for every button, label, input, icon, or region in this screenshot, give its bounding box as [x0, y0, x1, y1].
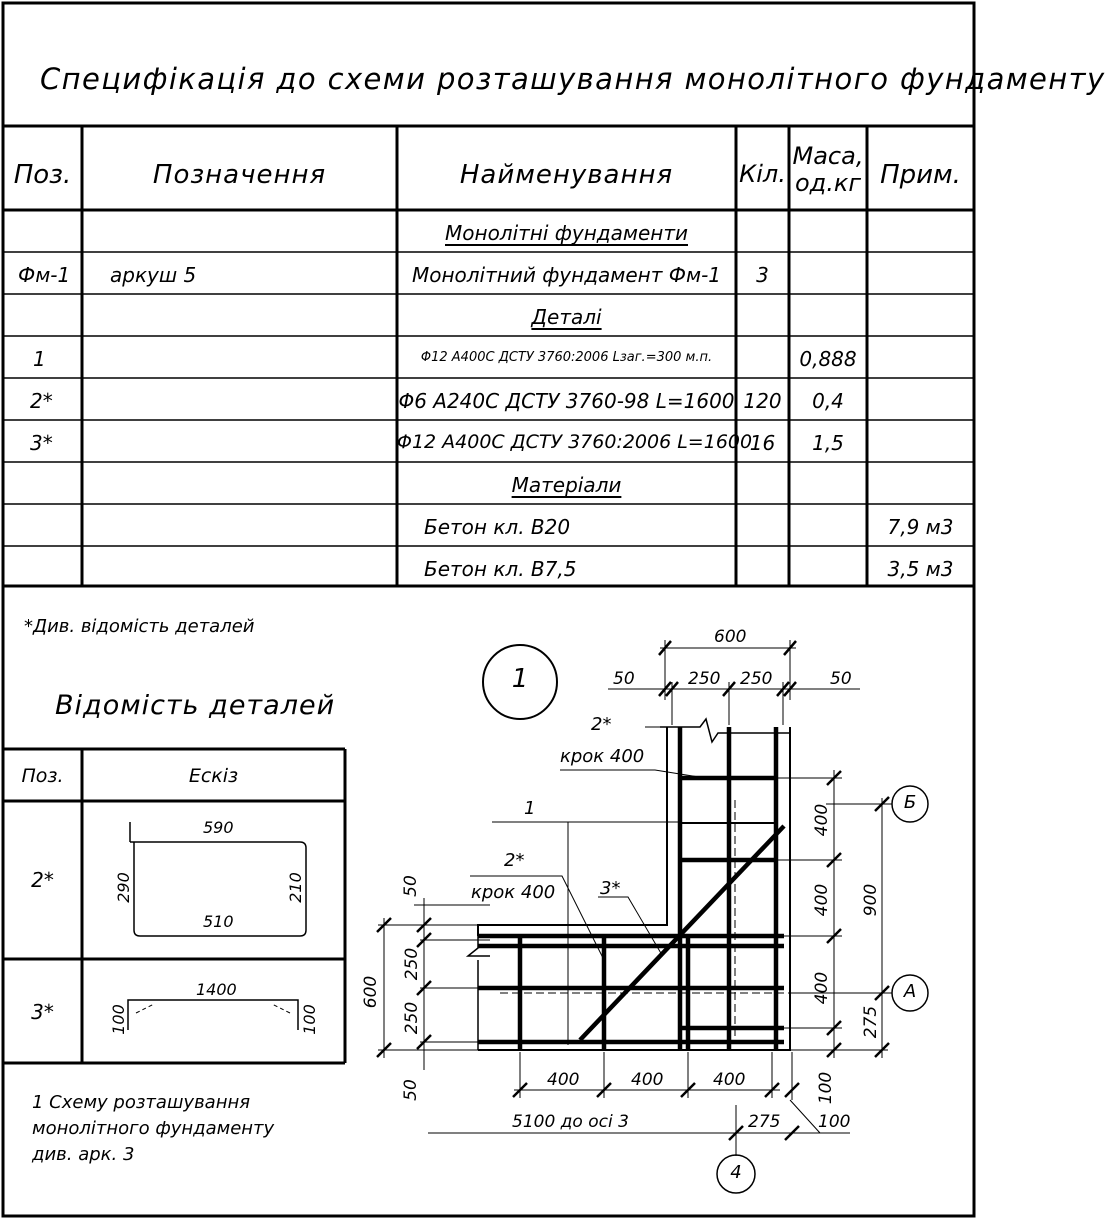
dim-bottom-100a: 100 [816, 1071, 837, 1105]
label-step-a: крок 400 [560, 746, 645, 767]
dim-bottom-100b: 100 [818, 1112, 851, 1132]
note-line2: монолітного фундаменту [32, 1118, 275, 1139]
section-monolithic: Монолітні фундаменти [445, 221, 688, 245]
dim-top-250b: 250 [740, 669, 773, 689]
dim-left-50a: 50 [400, 875, 421, 897]
row-concrete-b20-note: 7,9 м3 [887, 515, 954, 539]
dim-right-400c: 400 [812, 971, 833, 1005]
dim-right-900: 900 [861, 883, 882, 917]
header-note: Прим. [880, 160, 961, 190]
row-3-qty: 16 [749, 431, 776, 455]
axis-a: А [903, 981, 917, 1002]
dim-right-400a: 400 [812, 803, 833, 837]
dim-right-400b: 400 [812, 883, 833, 917]
sketch1-left-dim: 290 [113, 872, 133, 903]
footnote: *Див. відомість деталей [24, 616, 255, 637]
dim-left-250a: 250 [402, 947, 423, 981]
label-2-star-a: 2* [591, 714, 612, 735]
spec-title: Специфікація до схеми розташування монолітного фундаменту [40, 62, 1106, 96]
header-mass-line2: од.кг [794, 169, 861, 197]
row-fm1-pos: Фм-1 [18, 263, 71, 287]
note-line1: 1 Схему розташування [32, 1092, 251, 1113]
dim-top-total: 600 [714, 627, 747, 647]
dim-top-50b: 50 [830, 669, 852, 689]
header-name: Найменування [459, 160, 674, 190]
row-concrete-b20-name: Бетон кл. В20 [424, 515, 571, 539]
dim-top-50a: 50 [613, 669, 635, 689]
section-details: Деталі [531, 305, 602, 329]
row-1-name: Φ12 А400С ДСТУ 3760:2006 Lзаг.=300 м.п. [420, 350, 713, 365]
dim-bottom-400c: 400 [713, 1070, 746, 1090]
sketch2-left-dim: 100 [108, 1004, 128, 1035]
row-3-name: Φ12 А400С ДСТУ 3760:2006 L=1600 [397, 431, 753, 453]
dim-left-250b: 250 [402, 1001, 423, 1035]
sketch1-top-dim: 590 [203, 818, 234, 837]
header-mass-line1: Маса, [792, 142, 864, 170]
details-header-pos: Поз. [21, 765, 64, 787]
row-fm1-qty: 3 [756, 263, 769, 287]
row-3-mass: 1,5 [812, 431, 844, 455]
dim-left-50b: 50 [400, 1079, 421, 1101]
row-fm1-designation: аркуш 5 [110, 263, 197, 287]
row-2-mass: 0,4 [812, 389, 844, 413]
dim-bottom-400b: 400 [631, 1070, 664, 1090]
label-3-star: 3* [600, 878, 621, 899]
dim-bottom-5100: 5100 до осі 3 [512, 1112, 629, 1132]
dim-left-600: 600 [361, 975, 382, 1009]
details-row2-pos: 3* [31, 1000, 54, 1024]
details-title: Відомість деталей [55, 690, 336, 721]
dim-top-250a: 250 [688, 669, 721, 689]
header-pos: Поз. [13, 160, 72, 190]
dim-bottom-400a: 400 [547, 1070, 580, 1090]
row-1-mass: 0,888 [799, 347, 857, 371]
header-qty: Кіл. [739, 160, 786, 188]
axis-b: Б [903, 792, 917, 813]
row-3-pos: 3* [30, 431, 53, 455]
label-1: 1 [524, 798, 536, 819]
section-materials: Матеріали [511, 473, 622, 497]
details-header-sketch: Ескіз [188, 765, 239, 787]
sketch1-bottom-dim: 510 [203, 912, 234, 931]
row-concrete-b75-note: 3,5 м3 [887, 557, 954, 581]
row-2-name: Φ6 А240С ДСТУ 3760-98 L=1600 [398, 389, 735, 413]
label-step-b: крок 400 [471, 882, 556, 903]
row-concrete-b75-name: Бетон кл. В7,5 [424, 557, 577, 581]
section-mark: 1 [511, 664, 529, 694]
row-1-pos: 1 [33, 347, 46, 371]
dim-bottom-275: 275 [748, 1112, 781, 1132]
sketch2-top-dim: 1400 [196, 980, 237, 999]
row-fm1-name: Монолітний фундамент Фм-1 [411, 263, 722, 287]
note-line3: див. арк. 3 [32, 1144, 135, 1165]
details-row1-pos: 2* [31, 868, 54, 892]
header-designation: Позначення [152, 160, 327, 190]
dim-right-275: 275 [861, 1005, 882, 1039]
sketch1-right-dim: 210 [285, 872, 305, 903]
axis-4: 4 [730, 1162, 742, 1183]
sketch2-right-dim: 100 [299, 1004, 319, 1035]
row-2-pos: 2* [30, 389, 53, 413]
row-2-qty: 120 [743, 389, 782, 413]
label-2-star-b: 2* [504, 850, 525, 871]
